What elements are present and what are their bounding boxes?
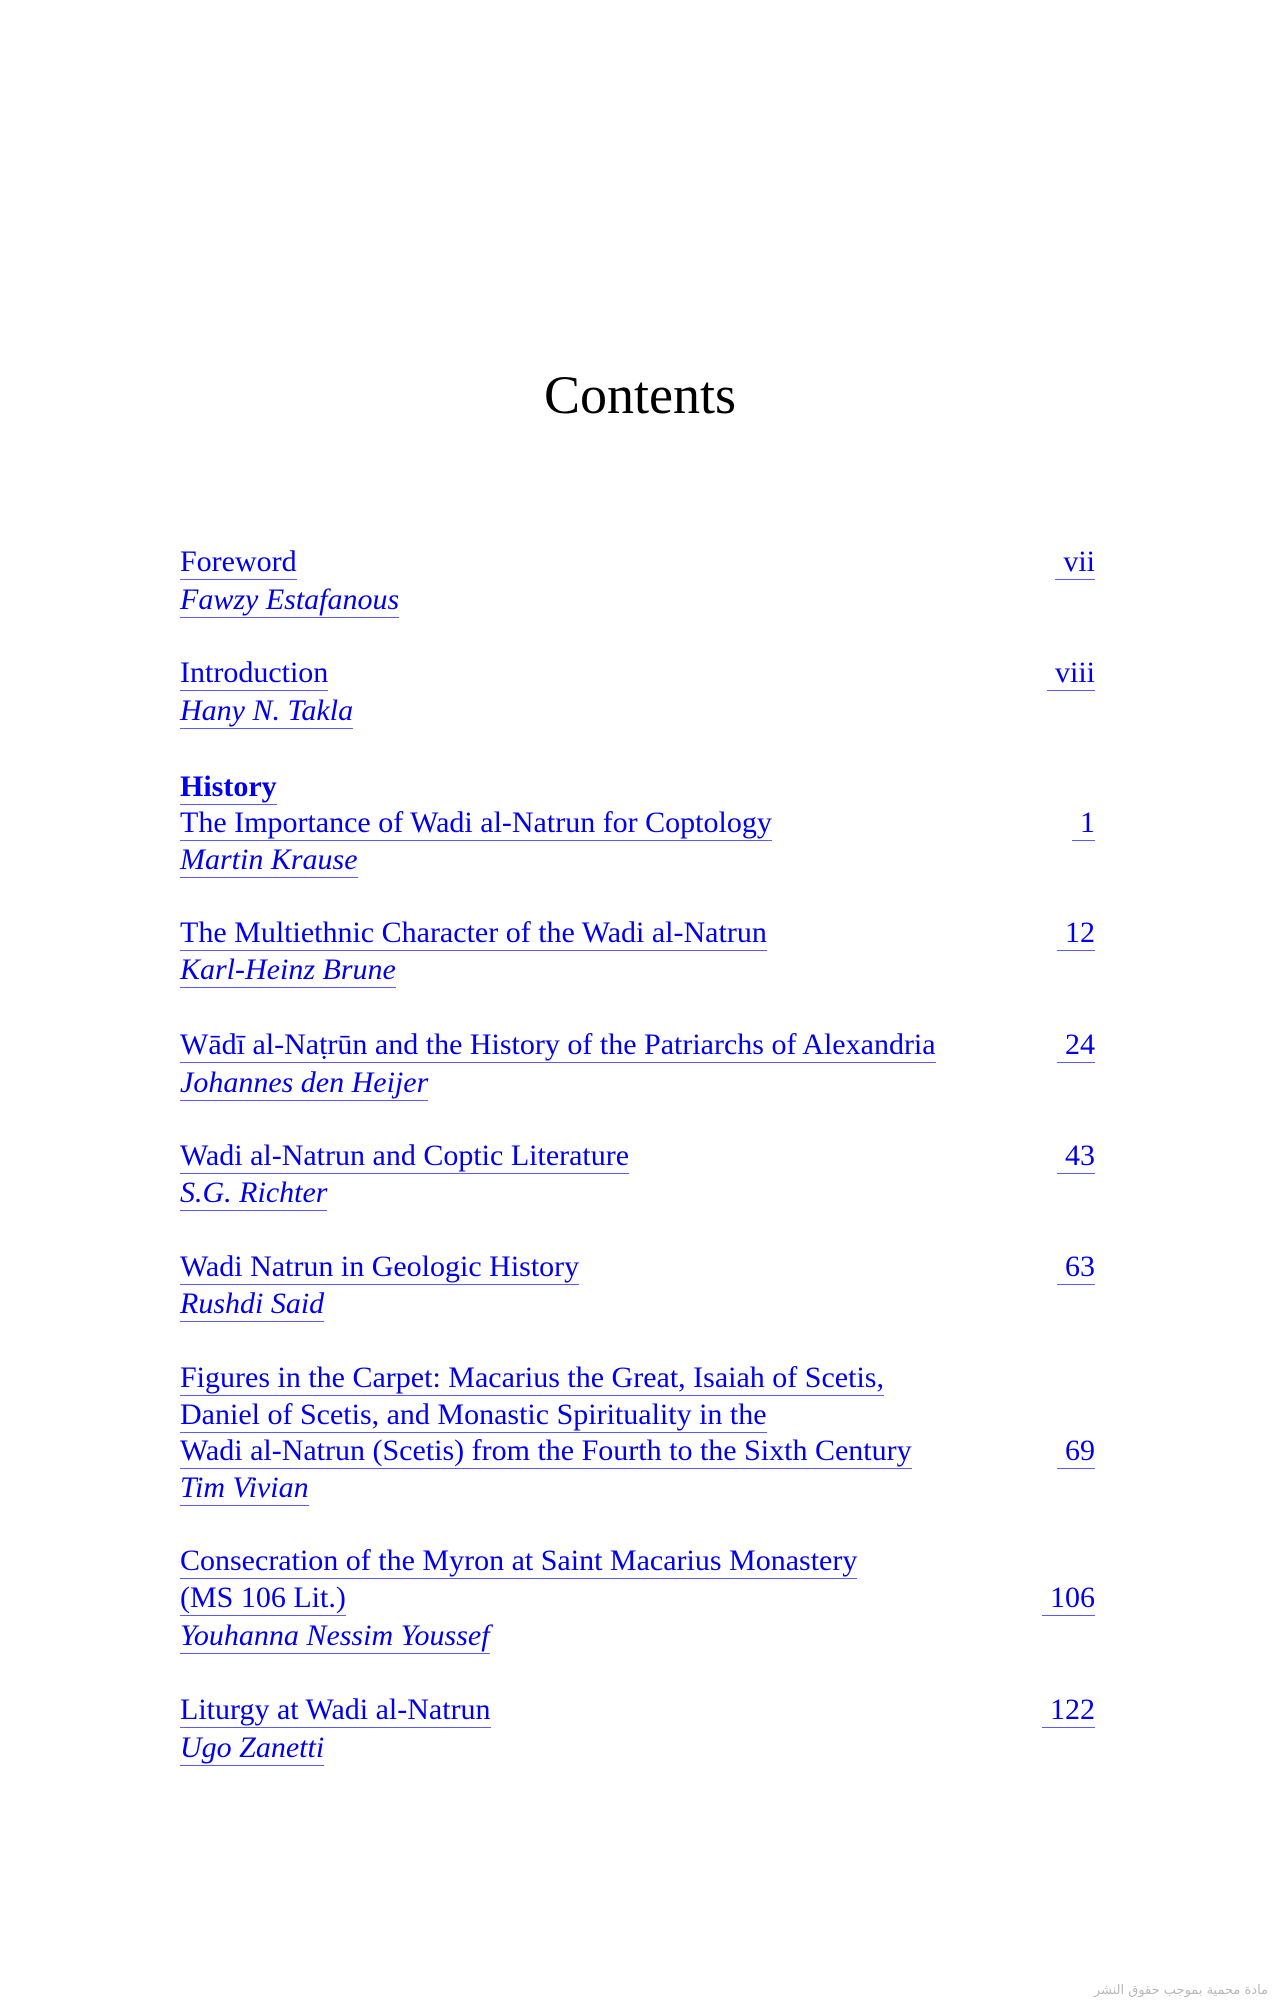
toc-page-number-link[interactable]: viii bbox=[1047, 656, 1095, 691]
toc-title-line bbox=[180, 1139, 1095, 1177]
toc-title-link[interactable]: Foreword bbox=[180, 545, 297, 578]
toc-author-link[interactable]: Johannes den Heijer bbox=[180, 1066, 429, 1099]
toc-section-line bbox=[180, 770, 1095, 808]
toc-page-number-link[interactable]: 24 bbox=[1057, 1028, 1095, 1063]
page-title: Contents bbox=[543, 365, 736, 425]
toc-author-link[interactable]: Ugo Zanetti bbox=[180, 1731, 325, 1764]
toc-author-line bbox=[180, 583, 1095, 621]
toc-author-line bbox=[180, 1619, 1095, 1657]
toc-title-line bbox=[180, 916, 1095, 954]
toc-title-link[interactable]: Wadi al-Natrun (Scetis) from the Fourth to the Sixth Century bbox=[180, 1434, 912, 1467]
copyright-watermark: مادة محمية بموجب حقوق النشر bbox=[1093, 1983, 1268, 1998]
toc-title-link[interactable]: Wadi al-Natrun and Coptic Literature bbox=[180, 1139, 630, 1172]
toc-author-line bbox=[180, 843, 1095, 881]
toc-page-number-link[interactable]: vii bbox=[1055, 545, 1095, 580]
toc-page-number-link[interactable]: 106 bbox=[1042, 1581, 1095, 1616]
toc-title-line bbox=[180, 656, 1095, 694]
toc-author-link[interactable]: Rushdi Said bbox=[180, 1287, 325, 1320]
toc-author-line bbox=[180, 1176, 1095, 1214]
toc-page-number-link[interactable]: 1 bbox=[1072, 806, 1095, 841]
toc-title-line bbox=[180, 806, 1095, 844]
toc-title-link[interactable]: Daniel of Scetis, and Monastic Spirituality in the bbox=[180, 1398, 767, 1431]
toc-title-line bbox=[180, 1693, 1095, 1731]
toc-page-number-link[interactable]: 12 bbox=[1057, 916, 1095, 951]
toc-author-link[interactable]: Tim Vivian bbox=[180, 1471, 309, 1504]
toc-author-link[interactable]: S.G. Richter bbox=[180, 1176, 328, 1209]
toc-title-line bbox=[180, 1434, 1095, 1472]
toc-title-line bbox=[180, 1361, 1095, 1399]
toc-author-line bbox=[180, 694, 1095, 732]
toc-title-line bbox=[180, 1028, 1095, 1066]
toc-page-number-link[interactable]: 43 bbox=[1057, 1139, 1095, 1174]
toc-title-line bbox=[180, 1250, 1095, 1288]
toc-page-number-link[interactable]: 63 bbox=[1057, 1250, 1095, 1285]
toc-author-line bbox=[180, 1731, 1095, 1769]
toc-author-line bbox=[180, 1287, 1095, 1325]
toc-section-link[interactable]: History bbox=[180, 770, 277, 803]
toc-page-number-link[interactable]: 69 bbox=[1057, 1434, 1095, 1469]
toc-title-link[interactable]: Wadi Natrun in Geologic History bbox=[180, 1250, 580, 1283]
toc-author-line bbox=[180, 1471, 1095, 1509]
toc-author-link[interactable]: Karl-Heinz Brune bbox=[180, 953, 396, 986]
toc-title-link[interactable]: Figures in the Carpet: Macarius the Great, Isaiah of Scetis, bbox=[180, 1361, 884, 1394]
toc-title-link[interactable]: Consecration of the Myron at Saint Macarius Monastery bbox=[180, 1544, 858, 1577]
toc-title-link[interactable]: Wādī al-Naṭrūn and the History of the Patriarchs of Alexandria bbox=[180, 1028, 936, 1061]
toc-title-line bbox=[180, 545, 1095, 583]
toc-author-link[interactable]: Hany N. Takla bbox=[180, 694, 354, 727]
toc-title-link[interactable]: (MS 106 Lit.) bbox=[180, 1581, 346, 1614]
toc-author-link[interactable]: Martin Krause bbox=[180, 843, 358, 876]
toc-author-link[interactable]: Youhanna Nessim Youssef bbox=[180, 1619, 490, 1652]
toc-author-line bbox=[180, 953, 1095, 991]
toc-author-link[interactable]: Fawzy Estafanous bbox=[180, 583, 400, 616]
toc-title-link[interactable]: The Multiethnic Character of the Wadi al-Natrun bbox=[180, 916, 767, 949]
toc-author-line bbox=[180, 1066, 1095, 1104]
toc-title-line bbox=[180, 1398, 1095, 1436]
toc-title-line bbox=[180, 1544, 1095, 1582]
toc-title-link[interactable]: The Importance of Wadi al-Natrun for Coptology bbox=[180, 806, 772, 839]
toc-page-number-link[interactable]: 122 bbox=[1042, 1693, 1095, 1728]
table-of-contents bbox=[180, 0, 1095, 2008]
toc-title-line bbox=[180, 1581, 1095, 1619]
toc-title-link[interactable]: Liturgy at Wadi al-Natrun bbox=[180, 1693, 491, 1726]
toc-title-link[interactable]: Introduction bbox=[180, 656, 329, 689]
